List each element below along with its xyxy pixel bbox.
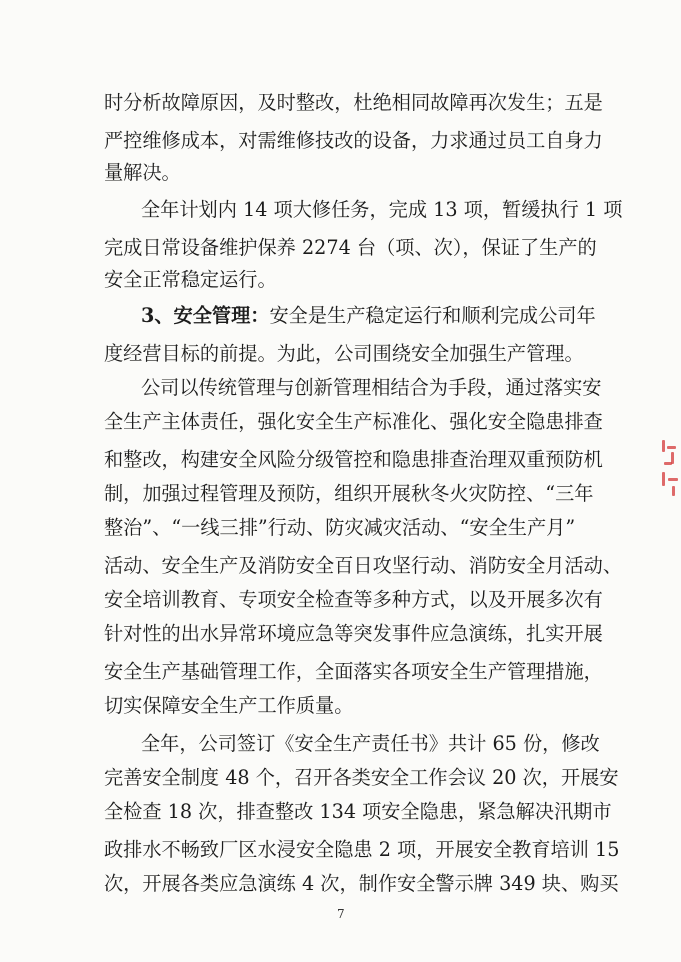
text-line: 全检查 18 次，排查整改 134 项安全隐患，紧急解决汛期市 (104, 800, 612, 823)
text-line: 安全培训教育、专项安全检查等多种方式，以及开展多次有 (104, 588, 603, 611)
text-line: 量解决。 (104, 161, 181, 184)
seal-stamp-fragment (660, 438, 680, 500)
page-number: 7 (337, 907, 345, 921)
text-line: 完善安全制度 48 个，召开各类安全工作会议 20 次，开展安 (104, 766, 619, 789)
text-line: 时分析故障原因，及时整改，杜绝相同故障再次发生；五是 (104, 91, 603, 114)
text-line: 和整改，构建安全风险分级管控和隐患排查治理双重预防机 (104, 448, 603, 471)
text-line: 整治”、“一线三排”行动、防灾减灾活动、“安全生产月” (104, 516, 576, 539)
text-line: 安全生产基础管理工作，全面落实各项安全生产管理措施， (104, 660, 603, 683)
text-line: 制，加强过程管理及预防，组织开展秋冬火灾防控、“三年 (104, 482, 594, 505)
section-line (141, 303, 596, 329)
text-line: 政排水不畅致厂区水浸安全隐患 2 项，开展安全教育培训 15 (104, 838, 620, 861)
section-text: 安全是生产稳定运行和顺利完成公司年 (269, 304, 596, 327)
text-line: 度经营目标的前提。为此，公司围绕安全加强生产管理。 (104, 342, 584, 365)
text-line: 切实保障安全生产工作质量。 (104, 694, 354, 717)
text-line: 全年计划内 14 项大修任务，完成 13 项，暂缓执行 1 项 (141, 198, 623, 221)
text-line: 活动、安全生产及消防安全百日攻坚行动、消防安全月活动、 (104, 554, 623, 577)
section-heading: 3、安全管理： (141, 304, 270, 327)
text-line: 严控维修成本，对需维修技改的设备，力求通过员工自身力 (104, 129, 603, 152)
text-line: 全年，公司签订《安全生产责任书》共计 65 份，修改 (141, 732, 600, 755)
text-line: 安全正常稳定运行。 (104, 268, 277, 291)
text-line: 全生产主体责任，强化安全生产标准化、强化安全隐患排查 (104, 410, 603, 433)
text-line: 完成日常设备维护保养 2274 台（项、次），保证了生产的 (104, 236, 597, 259)
text-line: 针对性的出水异常环境应急等突发事件应急演练，扎实开展 (104, 622, 603, 645)
text-line: 公司以传统管理与创新管理相结合为手段，通过落实安 (141, 376, 602, 399)
text-line: 次，开展各类应急演练 4 次，制作安全警示牌 349 块、购买 (104, 872, 619, 895)
